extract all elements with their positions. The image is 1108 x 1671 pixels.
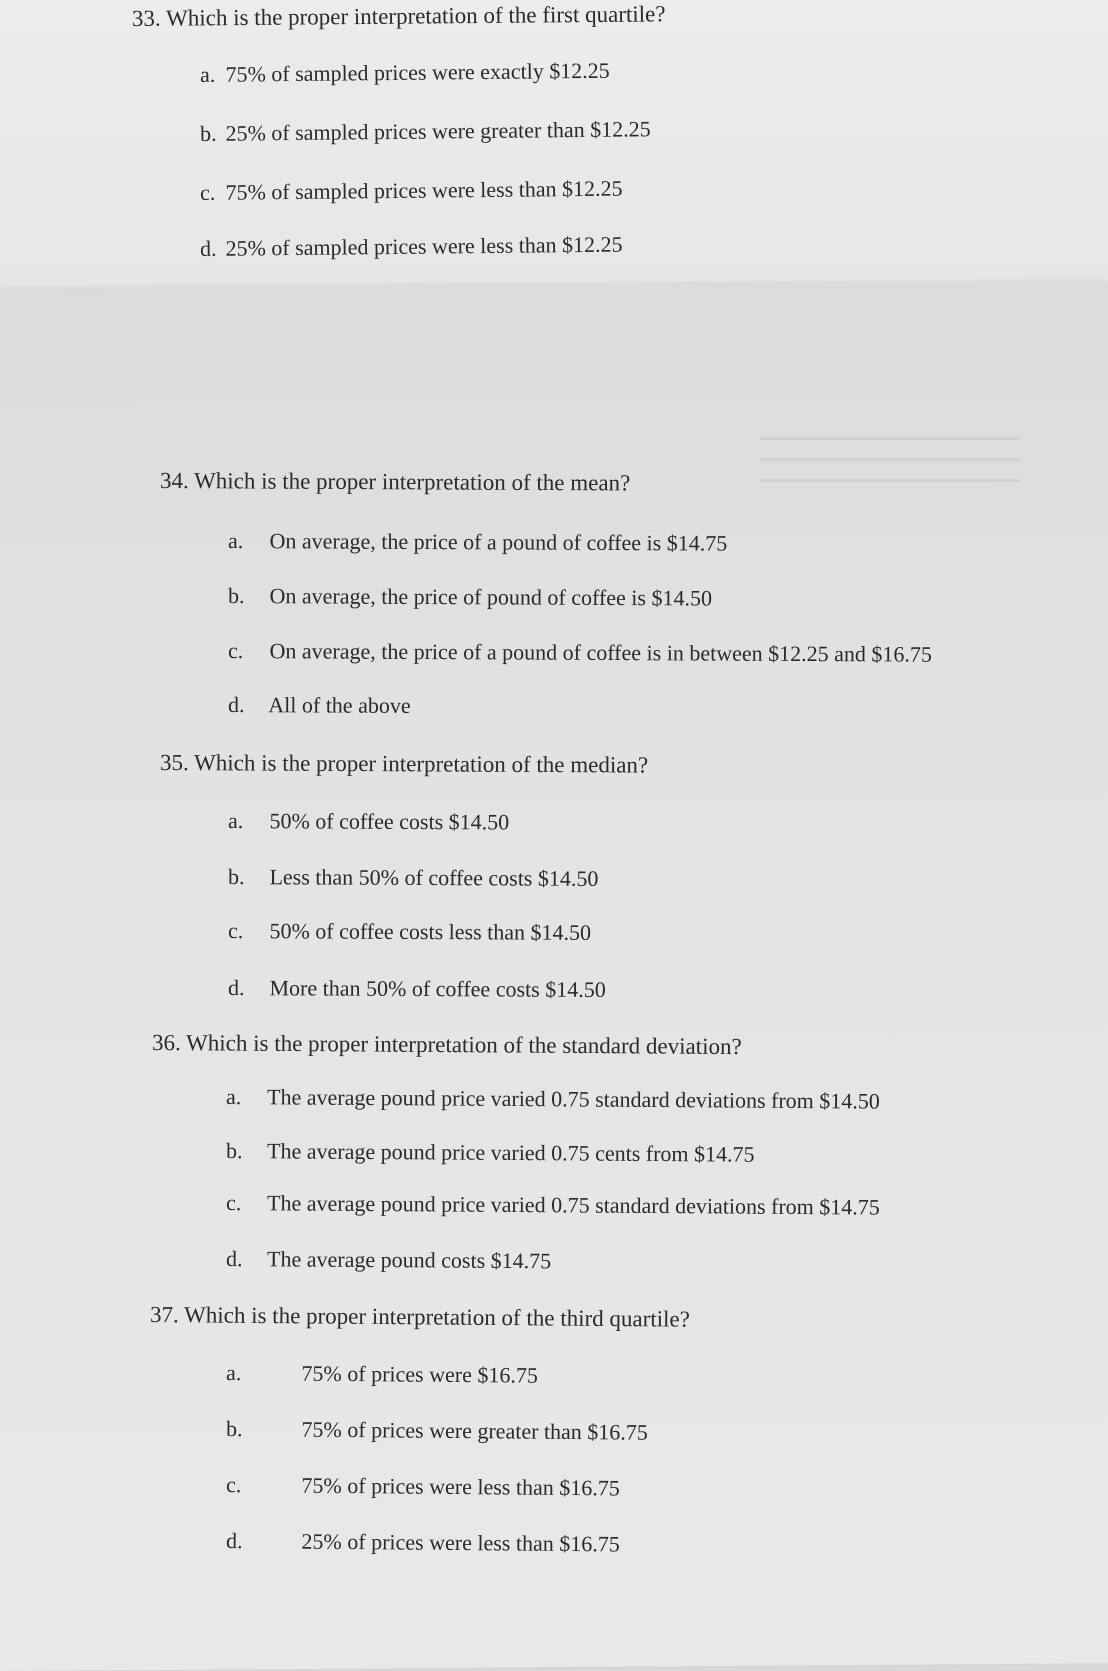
option-d[interactable] bbox=[228, 975, 606, 1003]
option-d[interactable] bbox=[226, 1246, 551, 1274]
question-number: 36. bbox=[151, 1030, 181, 1056]
option-c[interactable] bbox=[228, 638, 932, 668]
question-title bbox=[160, 750, 648, 779]
option-a[interactable] bbox=[228, 808, 509, 835]
option-letter: b. bbox=[225, 1416, 243, 1442]
question-title bbox=[132, 1, 666, 32]
option-text: 75% of prices were less than $16.75 bbox=[301, 1472, 620, 1501]
option-letter: c. bbox=[227, 638, 244, 664]
question-text: Which is the proper interpretation of the mean? bbox=[194, 468, 631, 496]
option-b[interactable] bbox=[226, 1138, 755, 1168]
option-b[interactable] bbox=[228, 864, 599, 892]
option-text: 25% of sampled prices were greater than $12.25 bbox=[225, 116, 651, 146]
option-text: On average, the price of a pound of coffee is in between $12.25 and $16.75 bbox=[269, 638, 932, 667]
option-a[interactable] bbox=[228, 528, 727, 557]
option-a[interactable] bbox=[226, 1084, 880, 1115]
option-text: The average pound price varied 0.75 standard deviations from $14.75 bbox=[267, 1190, 880, 1220]
option-d[interactable] bbox=[228, 692, 411, 719]
option-b[interactable] bbox=[228, 583, 712, 612]
option-text: All of the above bbox=[268, 692, 411, 718]
option-text: 50% of coffee costs $14.50 bbox=[269, 808, 510, 835]
question-text: Which is the proper interpretation of the first quartile? bbox=[165, 1, 666, 31]
option-letter: b. bbox=[199, 120, 217, 146]
option-text: The average pound price varied 0.75 standard deviations from $14.50 bbox=[267, 1084, 880, 1114]
question-text: Which is the proper interpretation of the third quartile? bbox=[183, 1302, 691, 1332]
option-letter: b. bbox=[227, 583, 245, 609]
question-number: 35. bbox=[159, 750, 189, 776]
option-letter: a. bbox=[227, 528, 244, 554]
option-letter: d. bbox=[227, 692, 245, 718]
option-b[interactable] bbox=[226, 1416, 648, 1446]
question-text: Which is the proper interpretation of the standard deviation? bbox=[186, 1030, 742, 1060]
option-text: Less than 50% of coffee costs $14.50 bbox=[269, 864, 599, 891]
question-title bbox=[160, 468, 630, 496]
option-letter: b. bbox=[225, 1138, 243, 1164]
question-text: Which is the proper interpretation of the median? bbox=[194, 750, 649, 778]
option-a[interactable] bbox=[200, 58, 610, 88]
question-number: 34. bbox=[159, 468, 189, 494]
option-letter: a. bbox=[199, 61, 216, 87]
option-c[interactable] bbox=[200, 176, 623, 206]
option-c[interactable] bbox=[226, 1190, 880, 1221]
option-letter: a. bbox=[225, 1084, 242, 1110]
question-number: 33. bbox=[131, 5, 161, 31]
option-letter: a. bbox=[225, 1360, 242, 1386]
option-letter: b. bbox=[227, 864, 245, 890]
option-d[interactable] bbox=[200, 232, 623, 262]
question-title bbox=[152, 1030, 742, 1060]
option-letter: c. bbox=[227, 918, 244, 944]
option-c[interactable] bbox=[228, 918, 591, 946]
option-text: 25% of prices were less than $16.75 bbox=[301, 1528, 620, 1557]
option-text: The average pound price varied 0.75 cents from $14.75 bbox=[267, 1138, 755, 1167]
option-letter: c. bbox=[225, 1190, 242, 1216]
option-letter: c. bbox=[225, 1472, 242, 1498]
option-letter: d. bbox=[225, 1528, 243, 1554]
option-b[interactable] bbox=[200, 116, 651, 147]
option-text: 75% of prices were greater than $16.75 bbox=[301, 1416, 648, 1445]
option-text: On average, the price of pound of coffee is $14.50 bbox=[269, 583, 713, 611]
option-text: 25% of sampled prices were less than $12.25 bbox=[225, 231, 623, 261]
option-text: More than 50% of coffee costs $14.50 bbox=[269, 975, 606, 1002]
option-letter: c. bbox=[199, 179, 216, 205]
option-d[interactable] bbox=[226, 1528, 620, 1557]
option-letter: d. bbox=[225, 1246, 243, 1272]
option-text: 75% of sampled prices were exactly $12.25 bbox=[225, 57, 610, 87]
option-text: On average, the price of a pound of coffee is $14.75 bbox=[269, 528, 728, 556]
option-text: The average pound costs $14.75 bbox=[267, 1246, 552, 1274]
option-letter: d. bbox=[199, 235, 217, 261]
option-text: 75% of sampled prices were less than $12.25 bbox=[225, 175, 623, 205]
option-text: 50% of coffee costs less than $14.50 bbox=[269, 918, 592, 945]
option-a[interactable] bbox=[226, 1360, 538, 1389]
option-text: 75% of prices were $16.75 bbox=[301, 1360, 539, 1388]
option-letter: d. bbox=[227, 975, 245, 1001]
option-c[interactable] bbox=[226, 1472, 620, 1501]
question-number: 37. bbox=[149, 1302, 179, 1328]
question-title bbox=[150, 1302, 690, 1333]
option-letter: a. bbox=[227, 808, 244, 834]
